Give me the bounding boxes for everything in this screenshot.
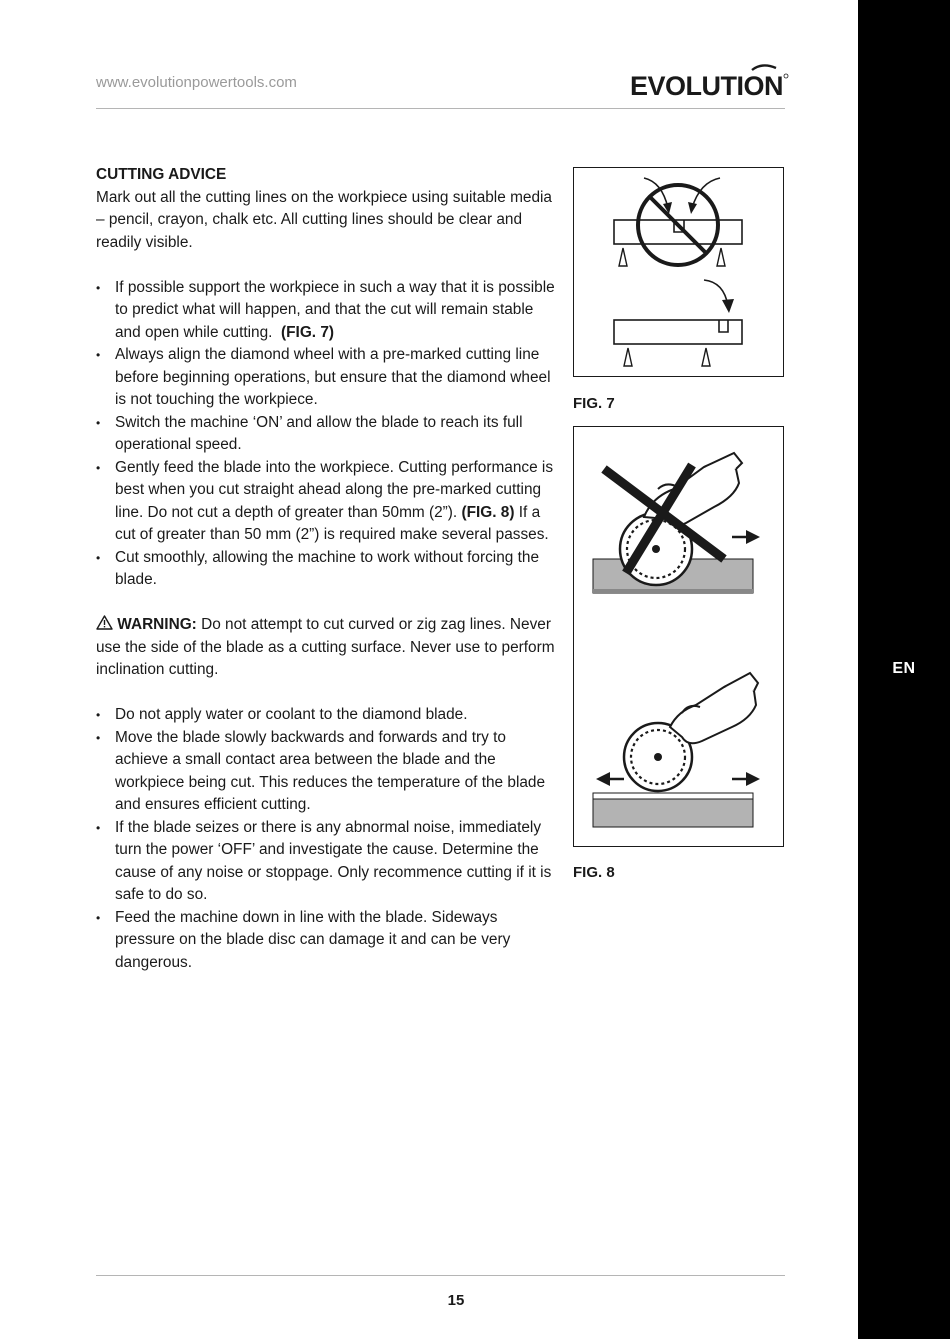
list-item: • Cut smoothly, allowing the machine to work without forcing the blade. [96, 547, 556, 592]
svg-text:EVOLUTION: EVOLUTION [630, 71, 784, 98]
list-item: • If the blade seizes or there is any abnormal noise, immediately turn the power ‘OFF’ and investigate the cause. Determine the cause of any noise or stoppage. Only recommence cutting if it is safe to do so. [96, 817, 556, 907]
fig8-drawing [574, 427, 783, 846]
list-item: • Switch the machine ‘ON’ and allow the blade to reach its full operational speed. [96, 412, 556, 457]
footer-divider [96, 1275, 785, 1276]
list-item: • Do not apply water or coolant to the diamond blade. [96, 704, 556, 727]
cutting-advice-section [96, 164, 556, 974]
fig8-caption: FIG. 8 [573, 864, 615, 881]
fig-reference: (FIG. 8) [461, 503, 515, 521]
list-item: • Gently feed the blade into the workpiece. Cutting performance is best when you cut straight ahead along the pre-marked cutting line. Do not cut a depth of greater than 50mm (2”). (FIG. 8) If a cut of greater than 50 mm (2”) is required make several passes. [96, 457, 556, 547]
page-number: 15 [447, 1292, 465, 1309]
language-label: EN [892, 660, 916, 677]
fig7-drawing [574, 168, 783, 376]
language-side-tab [858, 0, 950, 1339]
list-item: • Feed the machine down in line with the blade. Sideways pressure on the blade disc can damage it and can be very dangerous. [96, 907, 556, 975]
header-divider [96, 108, 785, 109]
fig7-illustration [573, 167, 784, 377]
header-url: www.evolutionpowertools.com [96, 74, 297, 91]
list-item: • Move the blade slowly backwards and forwards and try to achieve a small contact area between the blade and the workpiece being cut. This reduces the temperature of the blade and ensures efficient cutting. [96, 727, 556, 817]
list-item: • If possible support the workpiece in such a way that it is possible to predict what will happen, and that the cut will remain stable and open while cutting. (FIG. 7) [96, 277, 556, 345]
warning-label: WARNING: [117, 616, 197, 633]
list-item: • Always align the diamond wheel with a pre-marked cutting line before beginning operations, but ensure that the diamond wheel is not touching the workpiece. [96, 344, 556, 412]
bullet-list-2 [96, 704, 556, 974]
intro-paragraph: Mark out all the cutting lines on the workpiece using suitable media – pencil, crayon, chalk etc. All cutting lines should be clear and readily visible. [96, 188, 552, 251]
section-heading: CUTTING ADVICE [96, 166, 227, 183]
fig7-caption: FIG. 7 [573, 395, 615, 412]
bullet-list-1 [96, 277, 556, 592]
warning-paragraph [96, 614, 556, 682]
fig8-illustration [573, 426, 784, 847]
fig-reference: (FIG. 7) [281, 323, 335, 341]
warning-text: Do not attempt to cut curved or zig zag lines. Never use the side of the blade as a cutting surface. Never use to perform inclination cutting. [96, 616, 555, 678]
warning-triangle-icon [96, 615, 113, 630]
evolution-logo [630, 64, 790, 98]
